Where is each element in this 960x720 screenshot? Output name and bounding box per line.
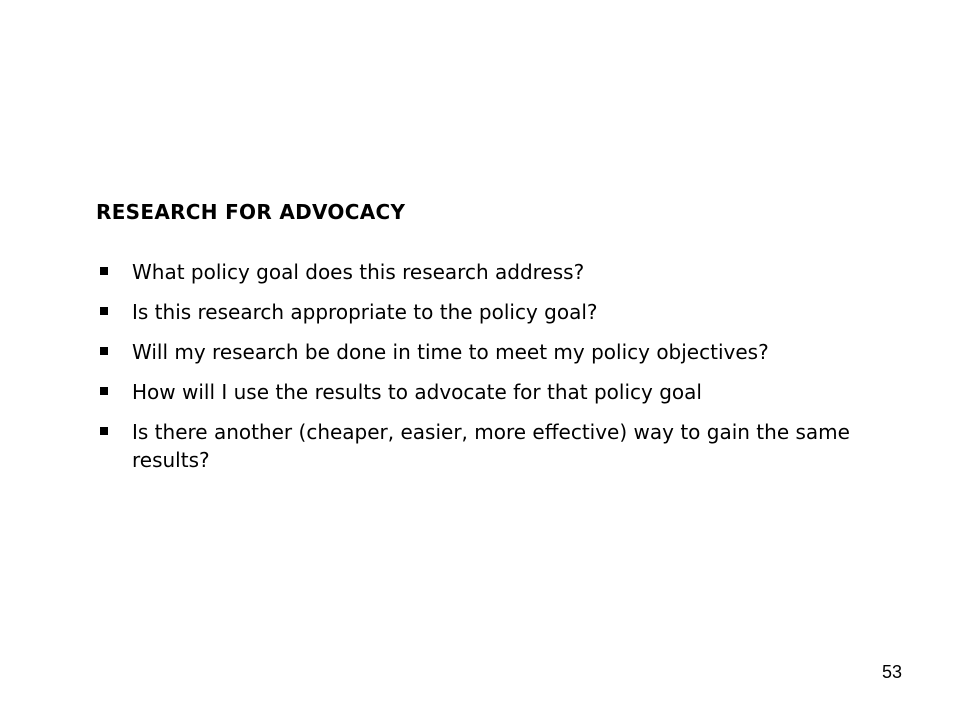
bullet-marker — [96, 338, 132, 355]
slide-title: RESEARCH FOR ADVOCACY — [96, 200, 406, 224]
bullet-marker — [96, 298, 132, 315]
list-item — [96, 298, 876, 326]
list-item — [96, 418, 876, 474]
square-bullet-icon — [100, 267, 108, 275]
bullet-marker — [96, 258, 132, 275]
bullet-text: What policy goal does this research address? — [132, 260, 585, 284]
list-item — [96, 338, 876, 366]
list-item — [96, 258, 876, 286]
bullet-text: How will I use the results to advocate for that policy goal — [132, 380, 702, 404]
bullet-marker — [96, 418, 132, 435]
square-bullet-icon — [100, 307, 108, 315]
list-item — [96, 378, 876, 406]
bullet-list — [96, 258, 876, 486]
square-bullet-icon — [100, 347, 108, 355]
bullet-marker — [96, 378, 132, 395]
page-number: 53 — [881, 662, 902, 682]
square-bullet-icon — [100, 387, 108, 395]
bullet-text: Will my research be done in time to meet my policy objectives? — [132, 340, 769, 364]
square-bullet-icon — [100, 427, 108, 435]
bullet-text: Is this research appropriate to the policy goal? — [132, 300, 598, 324]
bullet-text: Is there another (cheaper, easier, more effective) way to gain the same results? — [132, 420, 850, 472]
